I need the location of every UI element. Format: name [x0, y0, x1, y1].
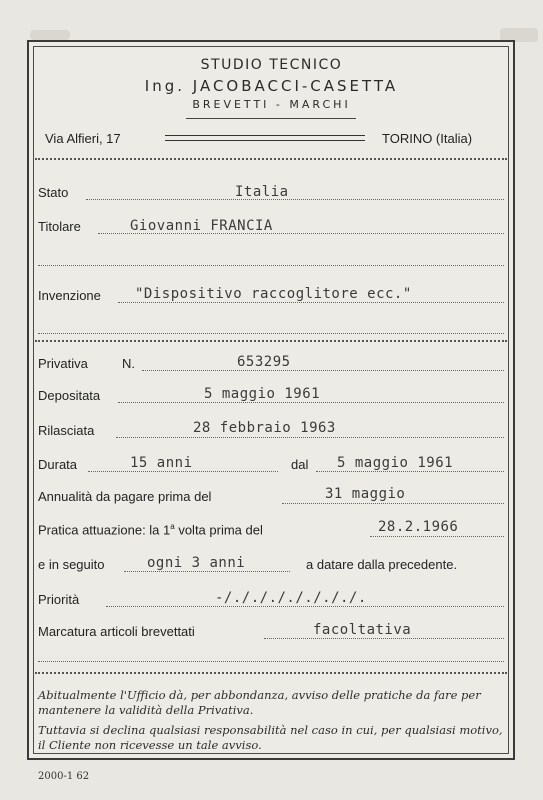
priorita-leader — [106, 606, 504, 607]
pratica-leader — [370, 536, 504, 537]
invenzione-label: Invenzione — [38, 288, 101, 303]
invenzione-leader — [118, 302, 504, 303]
firm-name: Ing. JACOBACCI-CASETTA — [144, 77, 399, 95]
address: Via Alfieri, 17 — [45, 131, 121, 146]
city: TORINO (Italia) — [382, 131, 473, 146]
blank-line-1 — [38, 265, 504, 266]
seguito-leader — [124, 571, 290, 572]
marcatura-value: facoltativa — [313, 622, 412, 638]
privativa-leader — [142, 370, 504, 371]
pratica-label-a: Pratica attuazione: la 1 — [38, 522, 171, 538]
titolare-value: Giovanni FRANCIA — [130, 218, 273, 234]
seguito-label-b: a datare dalla precedente. — [306, 557, 458, 572]
stato-value: Italia — [235, 184, 289, 200]
stato-label: Stato — [38, 185, 69, 200]
depositata-value: 5 maggio 1961 — [204, 386, 321, 402]
privativa-value: 653295 — [237, 354, 291, 370]
marcatura-label: Marcatura articoli brevettati — [38, 624, 195, 639]
footer-note-2: Tuttavia si declina qualsiasi responsabilità nel caso in cui, per qualsiasi motivo, il Cliente non ricevesse un tale avviso. — [38, 723, 503, 752]
depositata-label: Depositata — [38, 388, 101, 403]
privativa-n-label: N. — [122, 356, 135, 371]
tape-mark-top-left — [30, 30, 70, 40]
depositata-leader — [118, 402, 504, 403]
print-code: 2000-1 62 — [38, 771, 90, 782]
studio-title: STUDIO TECNICO — [200, 57, 343, 73]
durata-leader — [88, 471, 278, 472]
pratica-label-b: volta prima del — [178, 522, 263, 538]
dal-value: 5 maggio 1961 — [337, 455, 454, 471]
durata-label: Durata — [38, 457, 78, 472]
seguito-label: e in seguito — [38, 557, 105, 572]
pratica-superscript: a — [170, 522, 175, 531]
invenzione-value: "Dispositivo raccoglitore ecc." — [135, 286, 412, 302]
blank-line-3 — [38, 661, 504, 662]
dal-leader — [316, 471, 504, 472]
titolare-label: Titolare — [38, 219, 81, 234]
footer-note-1: Abitualmente l'Ufficio dà, per abbondanza, avviso delle pratiche da fare per mantenere la validità della Privativa. — [38, 688, 481, 717]
separator-bottom — [35, 672, 507, 674]
rilasciata-label: Rilasciata — [38, 423, 95, 438]
pratica-value: 28.2.1966 — [378, 519, 459, 535]
header-underline — [186, 118, 356, 119]
durata-value: 15 anni — [130, 455, 193, 471]
separator-top — [35, 158, 507, 160]
annualita-leader — [282, 503, 504, 504]
seguito-value: ogni 3 anni — [147, 555, 246, 571]
annualita-value: 31 maggio — [325, 486, 406, 502]
marcatura-leader — [264, 638, 504, 639]
priorita-label: Priorità — [38, 592, 80, 607]
stato-leader — [86, 199, 504, 200]
annualita-label: Annualità da pagare prima del — [38, 489, 212, 504]
separator-middle — [35, 340, 507, 342]
rilasciata-leader — [116, 437, 504, 438]
pratica-label — [38, 522, 263, 537]
privativa-label: Privativa — [38, 356, 88, 371]
priorita-value: -/./././././././. — [215, 590, 367, 606]
blank-line-2 — [38, 333, 504, 334]
address-rule — [165, 135, 365, 141]
firm-specialty: BREVETTI - MARCHI — [192, 98, 351, 111]
dal-label: dal — [291, 457, 309, 472]
rilasciata-value: 28 febbraio 1963 — [193, 420, 336, 436]
